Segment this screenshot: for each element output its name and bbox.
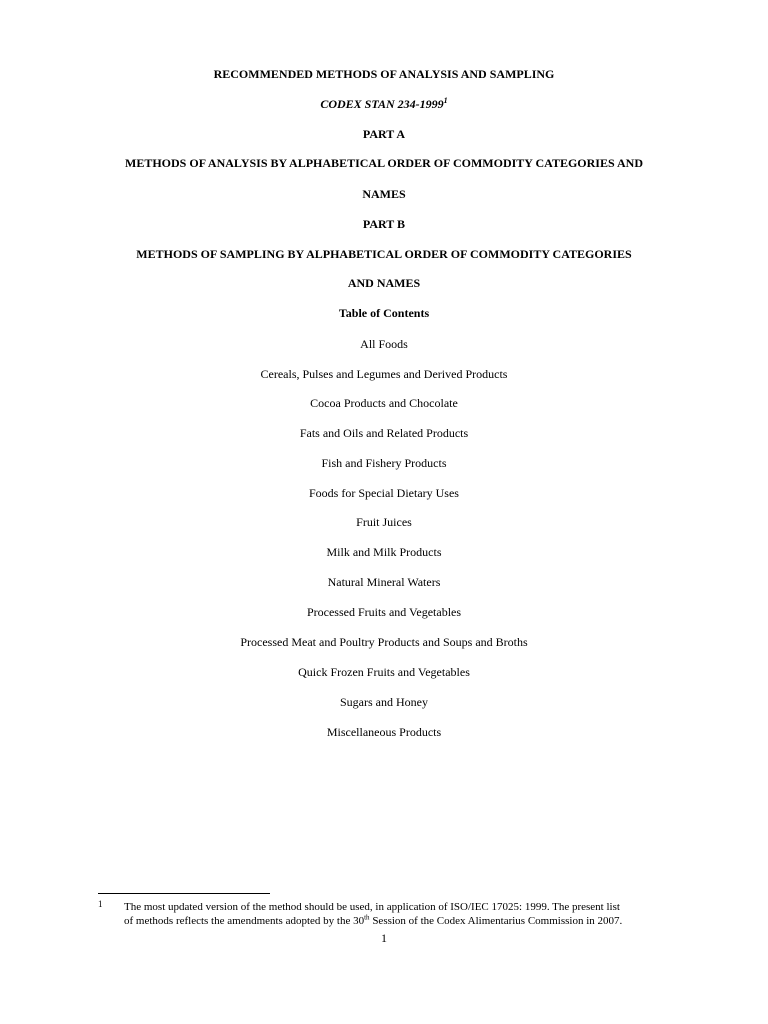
footnote-text bbox=[124, 900, 684, 928]
standard-reference bbox=[0, 96, 768, 112]
footnote-line2-end: Session of the Codex Alimentarius Commission in 2007. bbox=[369, 915, 623, 927]
part-b-title-line2: AND NAMES bbox=[347, 276, 421, 290]
part-b-label: PART B bbox=[362, 217, 406, 231]
toc-item: Milk and Milk Products bbox=[326, 545, 442, 559]
toc-item: Fats and Oils and Related Products bbox=[299, 426, 469, 440]
part-a-title-line1: METHODS OF ANALYSIS BY ALPHABETICAL ORDER OF COMMODITY CATEGORIES AND bbox=[125, 156, 643, 170]
toc-item: Processed Fruits and Vegetables bbox=[306, 605, 462, 619]
toc-heading: Table of Contents bbox=[338, 306, 430, 320]
part-a-label: PART A bbox=[362, 127, 406, 141]
toc-item: Cereals, Pulses and Legumes and Derived Products bbox=[260, 367, 508, 381]
toc-item: Quick Frozen Fruits and Vegetables bbox=[298, 665, 470, 679]
footnote-line2 bbox=[124, 914, 684, 928]
footnote-line2-start: of methods reflects the amendments adopted by the 30 bbox=[124, 915, 365, 927]
page-number: 1 bbox=[381, 931, 387, 945]
footnote-ordinal-suffix: th bbox=[364, 913, 370, 922]
toc-item: Fruit Juices bbox=[356, 515, 412, 529]
document-title: RECOMMENDED METHODS OF ANALYSIS AND SAMPLING bbox=[213, 67, 555, 81]
toc-item: All Foods bbox=[360, 337, 408, 351]
toc-item: Foods for Special Dietary Uses bbox=[309, 486, 459, 500]
footnote-reference: 1 bbox=[443, 96, 448, 105]
toc-item: Sugars and Honey bbox=[340, 695, 428, 709]
standard-code: CODEX STAN 234-1999 bbox=[320, 97, 444, 111]
toc-item: Natural Mineral Waters bbox=[327, 575, 441, 589]
part-a-title-line2: NAMES bbox=[362, 187, 406, 201]
toc-item: Miscellaneous Products bbox=[326, 725, 442, 739]
footnote-marker: 1 bbox=[98, 899, 103, 909]
footnote-separator bbox=[98, 893, 270, 894]
footnote-line1: The most updated version of the method should be used, in application of ISO/IEC 17025: 1999. The present list bbox=[124, 901, 620, 913]
toc-item: Processed Meat and Poultry Products and Soups and Broths bbox=[240, 635, 528, 649]
toc-item: Cocoa Products and Chocolate bbox=[310, 396, 458, 410]
part-b-title-line1: METHODS OF SAMPLING BY ALPHABETICAL ORDER OF COMMODITY CATEGORIES bbox=[136, 247, 632, 261]
toc-item: Fish and Fishery Products bbox=[321, 456, 447, 470]
